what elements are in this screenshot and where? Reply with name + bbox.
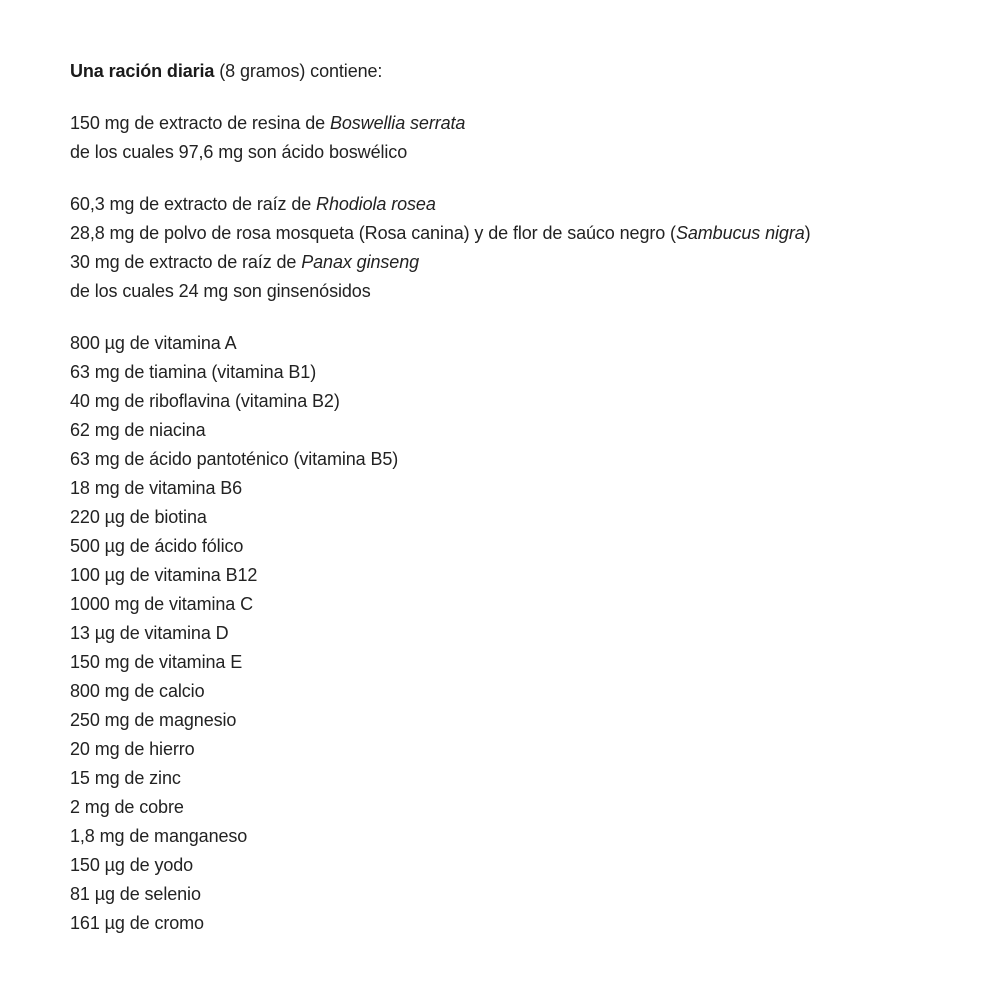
- ginseng-species: Panax ginseng: [301, 252, 420, 272]
- nutrient-item: 1,8 mg de manganeso: [70, 826, 248, 846]
- ginseng-amount: 30 mg de extracto de raíz de: [70, 252, 302, 272]
- nutrient-item: 62 mg de niacina: [70, 420, 206, 440]
- rhodiola-species: Rhodiola rosea: [316, 194, 436, 214]
- nutrient-item: 81 µg de selenio: [70, 884, 201, 904]
- rosehip-line: [70, 219, 990, 248]
- intro-line: [70, 57, 990, 86]
- nutrient-item: 800 mg de calcio: [70, 681, 205, 701]
- rosehip-close-paren: ): [804, 223, 811, 243]
- nutrient-item: 1000 mg de vitamina C: [70, 594, 253, 614]
- nutrient-item: 150 µg de yodo: [70, 855, 194, 875]
- sambucus-species: Sambucus nigra: [675, 223, 805, 243]
- nutrition-document: [70, 57, 990, 938]
- nutrient-item: 15 mg de zinc: [70, 768, 181, 788]
- rhodiola-amount: 60,3 mg de extracto de raíz de: [70, 194, 317, 214]
- nutrient-item: 20 mg de hierro: [70, 739, 195, 759]
- rhodiola-line: [70, 190, 990, 219]
- boswellia-species: Boswellia serrata: [329, 113, 466, 133]
- boswellia-detail: de los cuales 97,6 mg son ácido boswélico: [70, 142, 408, 162]
- nutrient-list: [70, 329, 990, 938]
- nutrient-item: 150 mg de vitamina E: [70, 652, 243, 672]
- nutrient-item: 250 mg de magnesio: [70, 710, 237, 730]
- boswellia-line: [70, 109, 990, 138]
- nutrient-item: 63 mg de ácido pantoténico (vitamina B5): [70, 449, 399, 469]
- intro-rest: (8 gramos) contiene:: [214, 61, 383, 81]
- nutrient-item: 220 µg de biotina: [70, 507, 207, 527]
- nutrient-item: 13 µg de vitamina D: [70, 623, 229, 643]
- nutrient-item: 40 mg de riboflavina (vitamina B2): [70, 391, 340, 411]
- nutrient-item: 18 mg de vitamina B6: [70, 478, 243, 498]
- nutrient-item: 800 µg de vitamina A: [70, 333, 237, 353]
- spacer: [70, 86, 990, 109]
- boswellia-amount: 150 mg de extracto de resina de: [70, 113, 330, 133]
- nutrient-item: 63 mg de tiamina (vitamina B1): [70, 362, 317, 382]
- ginseng-line: [70, 248, 990, 277]
- nutrient-item: 2 mg de cobre: [70, 797, 184, 817]
- spacer: [70, 306, 990, 329]
- nutrient-item: 161 µg de cromo: [70, 913, 204, 933]
- ginseng-detail: de los cuales 24 mg son ginsenósidos: [70, 281, 371, 301]
- nutrient-item: 500 µg de ácido fólico: [70, 536, 244, 556]
- rosehip-amount: 28,8 mg de polvo de rosa mosqueta (Rosa canina) y de flor de saúco negro (: [70, 223, 676, 243]
- intro-bold: Una ración diaria: [70, 61, 215, 81]
- spacer: [70, 167, 990, 190]
- nutrient-item: 100 µg de vitamina B12: [70, 565, 258, 585]
